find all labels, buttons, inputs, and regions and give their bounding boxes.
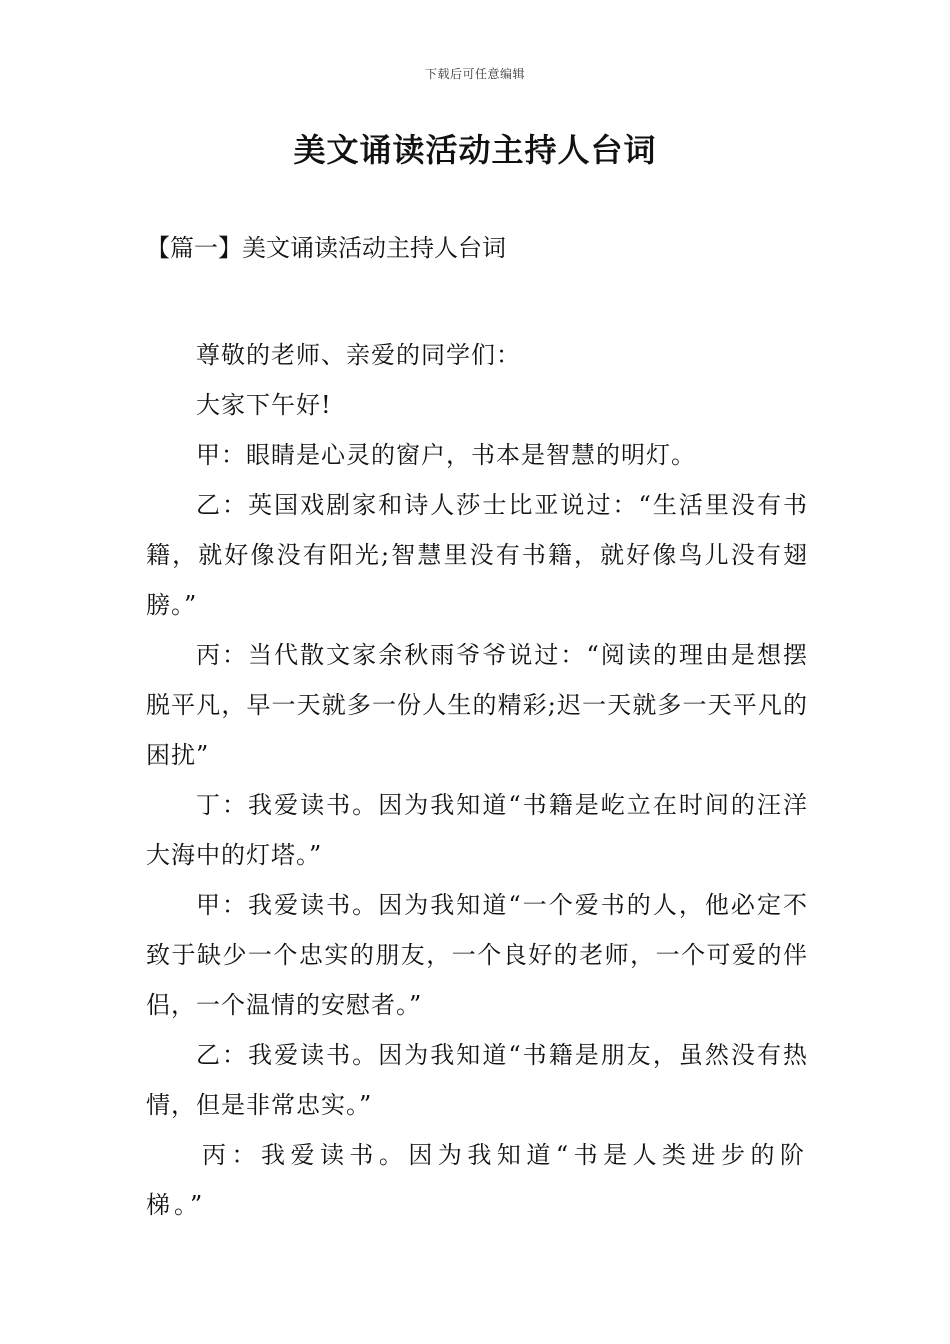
paragraph-jia-1: 甲：眼睛是心灵的窗户，书本是智慧的明灯。 bbox=[196, 441, 696, 469]
paragraph-bing-1: 丙：当代散文家余秋雨爷爷说过：“阅读的理由是想摆脱平凡，早一天就多一份人生的精彩;迟一天就多一天平凡的困扰” bbox=[146, 641, 808, 769]
paragraph-yi-2: 乙：我爱读书。因为我知道“书籍是朋友，虽然没有热情，但是非常忠实。” bbox=[146, 1041, 808, 1119]
paragraph-ding-1: 丁：我爱读书。因为我知道“书籍是屹立在时间的汪洋大海中的灯塔。” bbox=[146, 791, 808, 869]
document-title: 美文诵读活动主持人台词 bbox=[293, 131, 657, 169]
paragraph-bing-2: 丙：我爱读书。因为我知道“书是人类进步的阶梯。” bbox=[146, 1141, 808, 1219]
paragraph-jia-2: 甲：我爱读书。因为我知道“一个爱书的人，他必定不致于缺少一个忠实的朋友，一个良好的老师，一个可爱的伴侣，一个温情的安慰者。” bbox=[146, 891, 808, 1019]
document-body bbox=[146, 330, 808, 1230]
paragraph-greeting: 尊敬的老师、亲爱的同学们： bbox=[196, 341, 521, 369]
paragraph-good-afternoon: 大家下午好! bbox=[196, 391, 332, 419]
section-title: 【篇一】美文诵读活动主持人台词 bbox=[146, 234, 506, 262]
header-note: 下载后可任意编辑 bbox=[424, 67, 525, 81]
paragraph-yi-1: 乙：英国戏剧家和诗人莎士比亚说过：“生活里没有书籍，就好像没有阳光;智慧里没有书籍，就好像鸟儿没有翅膀。” bbox=[146, 491, 808, 619]
